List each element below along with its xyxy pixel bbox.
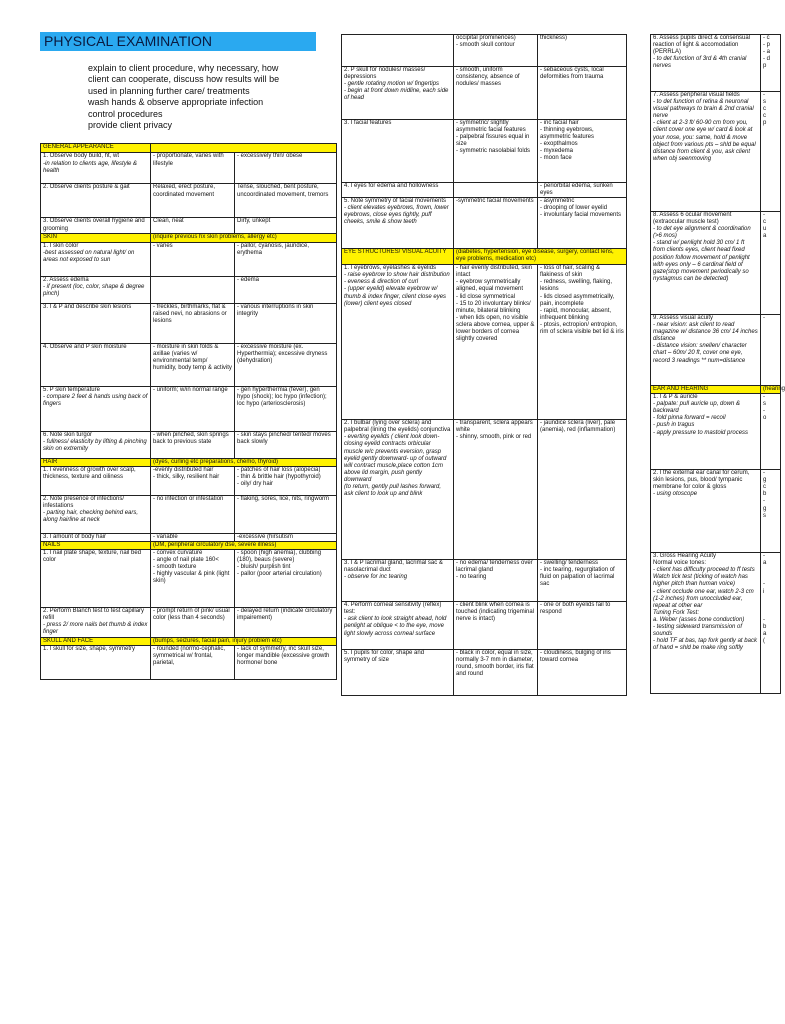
assessment-note: -in relation to clients age, lifestyle & health <box>43 160 139 174</box>
deviations-cell: - excessively thin/ obese <box>235 153 337 184</box>
findings-cell: - <box>761 315 781 386</box>
assessment-text: 5. I pupils for color, shape and symmetry of size <box>344 650 426 664</box>
deviations-cell: - periorbital edema, sunken eyes <box>538 183 627 198</box>
assessment-cell <box>41 386 151 431</box>
assessment-cell <box>41 218 151 234</box>
assessment-note: - everting eyelids ( client look down- closing eyelid contracts orbicular muscle w/c prevents eversion, grasp eyelid gently downward- up of outward will contract muscle,place cotton 1cm above lid margin, push gently downward (to return, gently pull lashes forward, ask client to look up and blink <box>344 434 447 498</box>
column-3 <box>650 34 785 694</box>
deviations-cell: - various interruptions in skin integrity <box>235 303 337 343</box>
normal-findings-cell: - client blink when cornea is touched (indicating trigeminal nerve is intact) <box>454 602 538 650</box>
assessment-note: - near vision: ask client to read magazine w/ distance 36 cm/ 14 inches distance - distance vision: snellen/ character chart – 60m/ 20 ft, cover one eye, record 3 readings ** num=distance <box>653 322 758 364</box>
findings-cell: - a - i - b a ( <box>761 553 781 694</box>
normal-findings-cell: - proportionate, varies with lifestyle <box>151 153 235 184</box>
exam-table-3 <box>650 34 785 694</box>
section-label: EYE STRUCTURES/ VISUAL ACUITY <box>342 249 454 265</box>
table-row <box>651 553 781 694</box>
normal-findings-cell: - symmetric/ slightly asymmetric facial features - palpebral fissures equal in size - symmetric nasolabial folds <box>454 120 538 183</box>
table-row <box>342 560 627 602</box>
table-row <box>342 120 627 183</box>
table-row <box>342 35 627 67</box>
assessment-cell <box>651 470 761 553</box>
assessment-cell <box>651 212 761 315</box>
section-label: NAILS <box>41 541 151 549</box>
assessment-text: 1. I nail plate shape, texture, nail bed color <box>43 549 143 563</box>
assessment-cell <box>342 265 454 420</box>
assessment-text: 3. Observe clients overall hygiene and grooming <box>43 218 147 232</box>
section-note: (bumps, seizures, facial pain, injury problem etc) <box>151 637 337 645</box>
intro-line: provide client privacy <box>88 120 173 131</box>
assessment-text: 4. Perform corneal sensitivity (reflex) test: <box>344 602 444 616</box>
assessment-text: 3. I facial features <box>344 120 392 126</box>
assessment-cell <box>651 394 761 470</box>
deviations-cell: - loss of hair, scaling & flakiness of skin - redness, swelling, flaking, lesions - lids closed asymmetrically, pain, incomplete - rapid, monocular, absent, infrequent blinking - ptosis, ectropion/ entropion, rim of sclera visible bet lid & iris <box>538 265 627 420</box>
assessment-text: 3. I & P lacrimal gland, lacrimal sac & nasolacrimal duct <box>344 560 445 574</box>
section-label: SKIN <box>41 234 151 242</box>
assessment-text: 8. Assess 6 ocular movement (extraocular muscle test) <box>653 212 734 226</box>
assessment-text: 4. Observe and P skin moisture <box>43 343 127 350</box>
assessment-text: 5. P skin temperature <box>43 386 100 393</box>
findings-cell: - s - o <box>761 394 781 470</box>
section-header-row <box>41 144 337 153</box>
assessment-text: 2. P skull for nodules/ masses/ depressions <box>344 67 427 81</box>
assessment-text: 4. I eyes for edema and hollowness <box>344 183 439 189</box>
section-label: GENERAL APPEARANCE <box>41 144 151 153</box>
table-row <box>342 602 627 650</box>
assessment-note: - fullness/ elasticity by lifting & pinching skin on extremity <box>43 438 149 452</box>
assessment-note: - ask client to look straight ahead, hold penlight at oblique < to the eye, move light slowly across corneal surface <box>344 616 449 637</box>
normal-findings-cell: - black in color, equal in size, normally 3-7 mm in diameter, round, smooth border, iris flat and round <box>454 650 538 696</box>
intro-line: client can cooperate, discuss how results will be <box>88 74 280 85</box>
table-row <box>651 315 781 386</box>
intro-text <box>88 63 336 131</box>
assessment-text: 2. Note presence of infections/ infestations <box>43 495 126 509</box>
assessment-cell <box>41 549 151 607</box>
assessment-text: 2. Observe clients posture & gait <box>43 184 130 191</box>
assessment-cell <box>41 533 151 541</box>
table-row <box>342 650 627 696</box>
normal-findings-cell: - no infection or infestation <box>151 495 235 533</box>
table-row <box>342 420 627 560</box>
assessment-note: - palpate: pull auricle up, down & backward - fold pinna forward = recoil - push in tragus - apply pressure to mastoid process <box>653 401 749 436</box>
normal-findings-cell: Clean, neat <box>151 218 235 234</box>
assessment-text: 1. I evenness of growth over scalp, thickness, texture and oiliness <box>43 466 138 480</box>
intro-line: control procedures <box>88 108 163 119</box>
section-header-row <box>342 249 627 265</box>
normal-findings-cell: - moisture in skin folds & axillae (varies w/ environmental temp/ humidity, body temp & activity <box>151 343 235 386</box>
deviations-cell: - sebaceous cysts, local deformities from trauma <box>538 67 627 120</box>
table-row <box>342 265 627 420</box>
table-row <box>41 218 337 234</box>
assessment-cell <box>651 35 761 92</box>
normal-findings-cell: - uniform; w/in normal range <box>151 386 235 431</box>
assessment-text: 7. Assess peripheral visual fields <box>653 92 740 98</box>
assessment-note: - raise eyebrow to show hair distribution - eveness & direction of curl - (upper eyelid) elevate eyebrow w/ thumb & index finger, client close eyes (lower) client eyes closed <box>344 272 450 307</box>
assessment-text: 2. I the external ear canal for cerum, skin lesions, pus, blood/ tympanic membrane for color & gloss <box>653 470 752 491</box>
table-row <box>651 92 781 212</box>
assessment-text: 2. Perform Blanch test to test capillary refill <box>43 607 146 621</box>
deviations-cell: - inc facial hair - thinning eyebrows, asymmetric features - exopthalmos - myxedema - moon face <box>538 120 627 183</box>
deviations-cell: - one or both eyelids fail to respond <box>538 602 627 650</box>
deviations-cell: - excessive moisture (ex. Hyperthermia); excessive dryness (dehydration) <box>235 343 337 386</box>
table-row <box>41 466 337 495</box>
table-row <box>41 549 337 607</box>
table-row <box>651 394 781 470</box>
assessment-text: 1. I skin color <box>43 242 79 249</box>
table-row <box>41 645 337 679</box>
table-row <box>41 386 337 431</box>
assessment-cell <box>41 466 151 495</box>
table-row <box>41 153 337 184</box>
assessment-cell <box>651 315 761 386</box>
intro-line: wash hands & observe appropriate infection <box>88 97 264 108</box>
deviations-cell: thickness) <box>538 35 627 67</box>
assessment-cell <box>342 35 454 67</box>
deviations-cell: - edema <box>235 276 337 303</box>
assessment-note: - compare 2 feet & hands using back of fingers <box>43 393 150 407</box>
deviations-cell: - lack of symmetry, inc skull size, longer mandible (excessive growth hormone/ bone <box>235 645 337 679</box>
normal-findings-cell: Relaxed, erect posture, coordinated movement <box>151 184 235 218</box>
section-note: (DM, peripheral circulatory dse, severe illness) <box>151 541 337 549</box>
section-note: (dyes, curling etc preparations, chemo, thyroid) <box>151 458 337 466</box>
normal-findings-cell: - hair evenly distributed, skin intact - eyebrow symmetrically aligned, equal movement - lid close symmetrical - 15 to 20 involuntary blinks/ minute, bilateral blinking - when lids open, no visible sclera above cornea, upper & lower borders of cornea slightly covered <box>454 265 538 420</box>
assessment-note: - client has difficulty proceed to ff tests Watch tick test (ticking of watch has higher pitch than human voice) - client occlude one ear, watch 2-3 cm (1-2 inches) from unoccluded ear, repeat at other ear Tuning Fork Test: a. Weber (asses bone conduction) - testing sideward transmission of sounds - hold TF at bas, tap fork gently at back of hand = shld be make ring softly <box>653 567 757 652</box>
assessment-text: 1. I & P & auricle <box>653 394 698 401</box>
table-row <box>41 242 337 276</box>
assessment-cell <box>41 303 151 343</box>
deviations-cell: - jaundice sclera (liver), pale (anemia), red (inflammation) <box>538 420 627 560</box>
assessment-cell <box>41 431 151 458</box>
assessment-cell <box>41 645 151 679</box>
deviations-cell: - cloudiness, bulging of iris toward cornea <box>538 650 627 696</box>
normal-findings-cell <box>454 183 538 198</box>
assessment-cell <box>651 553 761 694</box>
normal-findings-cell: -evenly distributed hair - thick, silky, resilient hair <box>151 466 235 495</box>
deviations-cell: - asymmetric - drooping of lower eyelid - involuntary facial movements <box>538 198 627 249</box>
findings-cell: - c - p - a - d p <box>761 35 781 92</box>
assessment-text: 2. I bulbar (lying over sclera) and palpebral (lining the eyelids) conjunctiva <box>344 420 451 434</box>
assessment-cell <box>41 242 151 276</box>
assessment-cell <box>41 276 151 303</box>
section-label: HAIR <box>41 458 151 466</box>
assessment-cell <box>41 343 151 386</box>
normal-findings-cell: occipital prominences) - smooth skull contour <box>454 35 538 67</box>
assessment-text: 1. Observe body build, ht, wt <box>43 153 120 160</box>
table-row <box>342 67 627 120</box>
assessment-note: - gentle rotating motion w/ fingertips - begin at front down midline, each side of head <box>344 81 449 102</box>
normal-findings-cell <box>151 276 235 303</box>
assessment-cell <box>342 602 454 650</box>
table-row <box>41 343 337 386</box>
page-title: PHYSICAL EXAMINATION <box>40 32 316 51</box>
assessment-note: - to det function of 3rd & 4th cranial nerves <box>653 56 749 70</box>
assessment-cell <box>342 183 454 198</box>
assessment-text: 1. I skull for size, shape, symmetry <box>43 645 136 652</box>
normal-findings-cell: - convex curvature - angle of nail plate 160< - smooth texture - highly vascular & pink (light skin) <box>151 549 235 607</box>
assessment-text: 3. I & P and describe skin lesions <box>43 303 132 310</box>
assessment-text: 6. Assess pupils direct & consensual reaction of light & accomodation (PERRLA) <box>653 35 752 56</box>
normal-findings-cell: - smooth, uniform consistency, absence of nodules/ masses <box>454 67 538 120</box>
table-row <box>651 470 781 553</box>
assessment-cell <box>41 153 151 184</box>
assessment-note: - parting hair, checking behind ears, along hairline at neck <box>43 509 140 523</box>
assessment-cell <box>41 607 151 637</box>
deviations-cell: - pallor, cyanosis, jaundice, erythema <box>235 242 337 276</box>
deviations-cell: - skin stays pinched/ tented/ moves back slowly <box>235 431 337 458</box>
table-row <box>651 212 781 315</box>
section-header-row <box>41 541 337 549</box>
assessment-cell <box>41 495 151 533</box>
assessment-note: - press 2/ more nails bet thumb & index finger <box>43 622 150 636</box>
section-label: SKULL AND FACE <box>41 637 151 645</box>
assessment-note: - observe for inc tearing <box>344 574 408 581</box>
normal-findings-cell: - rounded (normo-cephalic, symmetrical w/ frontal, parietal, <box>151 645 235 679</box>
assessment-note: - client elevates eyebrows, frown, lower eyebrows, close eyes tightly, puff cheeks, smile & show teeth <box>344 205 451 226</box>
normal-findings-cell: - variable <box>151 533 235 541</box>
column-2 <box>341 34 626 696</box>
assessment-note: - if present (loc, color, shape & degree pinch) <box>43 283 147 297</box>
assessment-note: - to det function of retina & neuronal visual pathways to brain & 2nd cranial nerve - client at 2-3 ft/ 60-90 cm from you, client cover one eye w/ card & look at your nose, you: same, hold & move object from various pts – shld be equal distance from client & you, ask client when obj seenmoving <box>653 99 756 162</box>
deviations-cell: - spoon (high anemia), clubbing (180), beaus (severe) - bluish/ purplish tint - pallor (poor arterial circulation) <box>235 549 337 607</box>
assessment-text: 1. I eyebrows, eyelashes & eyelids <box>344 265 437 272</box>
assessment-note: - using otoscope <box>653 491 698 498</box>
assessment-cell <box>342 560 454 602</box>
assessment-cell <box>342 420 454 560</box>
assessment-cell <box>651 92 761 212</box>
table-row <box>41 533 337 541</box>
findings-cell: - c u a <box>761 212 781 315</box>
deviations-cell: - swelling/ tenderness - inc tearing, regurgitation of fluid on palpation of lacrimal sac <box>538 560 627 602</box>
table-row <box>41 607 337 637</box>
assessment-cell <box>41 184 151 218</box>
intro-line: used in planning further care/ treatments <box>88 85 250 96</box>
findings-cell: - s c c p <box>761 92 781 212</box>
table-row <box>41 303 337 343</box>
assessment-cell <box>342 650 454 696</box>
normal-findings-cell: - transparent, sclera appears white - shinny, smooth, pink or red <box>454 420 538 560</box>
assessment-text: 2. Assess edema <box>43 276 89 283</box>
normal-findings-cell: -symmetric facial movements <box>454 198 538 249</box>
table-row <box>41 184 337 218</box>
assessment-text: 5. Note symmetry of facial movements <box>344 198 447 205</box>
exam-table-1 <box>40 143 337 679</box>
section-header-row <box>41 458 337 466</box>
table-row <box>651 35 781 92</box>
section-note <box>151 144 337 153</box>
table-row <box>41 276 337 303</box>
section-note: (diabetes, hypertension, eye disease, surgery, contact lens, eye problems, medication etc) <box>454 249 627 265</box>
exam-table-2 <box>341 34 627 696</box>
section-header-row <box>651 386 781 394</box>
assessment-text: 3. I amount of body hair <box>43 533 107 540</box>
assessment-cell <box>342 67 454 120</box>
deviations-cell: - flaking, sores, lice, nits, ringworm <box>235 495 337 533</box>
assessment-text: 3. Gross Hearing Acuity Normal voice tones: <box>653 553 717 567</box>
normal-findings-cell: - freckles, birthmarks, flat & raised nevi, no abrasions or lesions <box>151 303 235 343</box>
findings-cell: - g c b - g s <box>761 470 781 553</box>
table-row <box>342 183 627 198</box>
assessment-text: 9. Assess visual acuity <box>653 315 714 321</box>
deviations-cell: - delayed return (indicate circulatory impairement) <box>235 607 337 637</box>
assessment-cell <box>342 198 454 249</box>
normal-findings-cell: - no edema/ tenderness over lacrimal gland - no tearing <box>454 560 538 602</box>
deviations-cell: Tense, slouched, bent posture, uncoordinated movement, tremors <box>235 184 337 218</box>
table-row <box>342 198 627 249</box>
column-1 <box>40 32 336 680</box>
assessment-cell <box>342 120 454 183</box>
deviations-cell: Dirty, unkept <box>235 218 337 234</box>
intro-line: explain to client procedure, why necessary, how <box>88 63 279 73</box>
section-note: (hearing <box>761 386 781 394</box>
section-header-row <box>41 637 337 645</box>
assessment-note: - to det eye alignment & coordination (>6 mos) - stand w/ penlight hold 30 cm/ 1 ft from clients eyes, client head fixed position follow movement of penlight with eyes only – 6 cardinal field of gaze(stop movement periodically so nystagmus can be detected) <box>653 226 751 282</box>
deviations-cell: - gen hyperthermia (fever), gen hypo (shock); loc hypo (infection); loc hypo (arteriosclerosis) <box>235 386 337 431</box>
section-note: (inquire previous hx skin problems, allergy etc) <box>151 234 337 242</box>
table-row <box>41 431 337 458</box>
normal-findings-cell: - varies <box>151 242 235 276</box>
table-row <box>41 495 337 533</box>
assessment-text: 6. Note skin turgor <box>43 431 93 438</box>
assessment-note: -best assessed on natural light/ on areas not exposed to sun <box>43 249 137 263</box>
section-label: EAR AND HEARING <box>651 386 761 394</box>
normal-findings-cell: - when pinched, skin springs back to previous state <box>151 431 235 458</box>
deviations-cell: - patches of hair loss (alopecia) - thin & brittle hair (hypothyroid) - oily/ dry hair <box>235 466 337 495</box>
deviations-cell: -excessive (hirsutism <box>235 533 337 541</box>
normal-findings-cell: - prompt return of pink/ usual color (less than 4 seconds) <box>151 607 235 637</box>
section-header-row <box>41 234 337 242</box>
